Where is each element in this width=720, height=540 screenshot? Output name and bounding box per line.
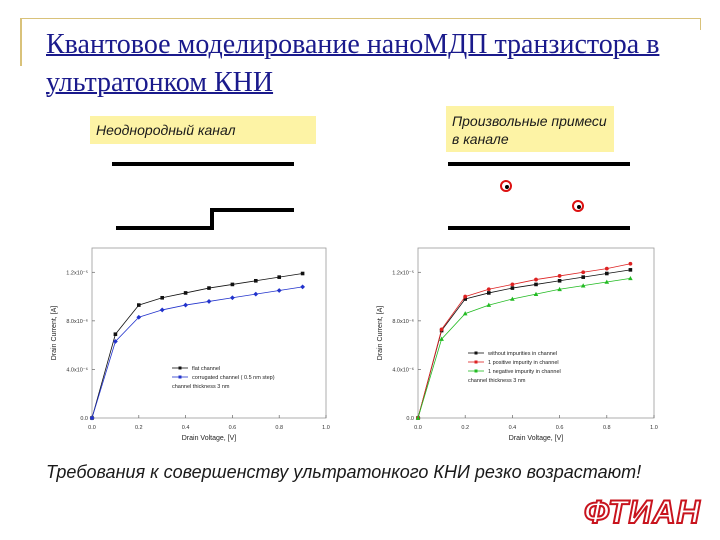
- x-tick-label: 0.2: [461, 425, 470, 431]
- y-tick-label: 0.0: [80, 416, 88, 422]
- chart-right: [370, 240, 670, 450]
- plot-frame: [92, 248, 326, 418]
- legend-entry: 1 positive impurity in channel: [488, 360, 559, 366]
- y-tick-label: 1.2x10⁻⁵: [392, 270, 414, 277]
- x-tick-label: 0.0: [414, 425, 422, 431]
- legend-marker: [475, 352, 478, 355]
- x-tick-label: 0.2: [134, 425, 143, 431]
- channel-bottom-step-low: [116, 226, 214, 230]
- channel-bottom-step-high: [210, 208, 294, 212]
- x-tick-label: 0.6: [555, 425, 564, 431]
- channel-bottom-boundary-right: [448, 226, 630, 230]
- data-point: [534, 278, 538, 282]
- y-tick-label: 0.0: [406, 416, 414, 422]
- x-tick-label: 0.4: [181, 425, 190, 431]
- data-point: [511, 286, 515, 290]
- data-point: [277, 275, 281, 279]
- frame-left-line: [20, 18, 22, 66]
- legend-marker: [179, 367, 182, 370]
- x-tick-label: 1.0: [322, 425, 330, 431]
- data-point: [137, 303, 141, 307]
- data-point: [558, 274, 562, 278]
- series-line: [418, 264, 630, 418]
- data-point: [487, 291, 491, 295]
- data-point: [605, 267, 609, 271]
- data-point: [183, 303, 188, 308]
- data-point: [463, 295, 467, 299]
- slide-title: Квантовое моделирование наноМДП транзистора в ультратонком КНИ: [46, 29, 660, 98]
- y-tick-label: 4.0x10⁻⁶: [392, 367, 414, 374]
- legend-entry: 1 negative impurity in channel: [488, 369, 561, 375]
- series-line: [92, 274, 303, 419]
- institute-logo: ФТИАН: [584, 494, 701, 530]
- x-tick-label: 0.6: [228, 425, 237, 431]
- channel-top-boundary-right: [448, 162, 630, 166]
- series-line: [418, 278, 630, 418]
- data-point: [160, 296, 164, 300]
- data-point: [558, 279, 562, 283]
- data-point: [487, 287, 491, 291]
- data-point: [207, 299, 212, 304]
- series-line: [92, 287, 303, 418]
- data-point: [534, 283, 538, 287]
- x-axis-label: Drain Voltage, [V]: [181, 435, 237, 442]
- frame-right-line: [700, 18, 701, 30]
- y-tick-label: 4.0x10⁻⁶: [66, 367, 88, 374]
- y-tick-label: 8.0x10⁻⁶: [66, 318, 88, 325]
- y-axis-label: Drain Current, [A]: [377, 305, 384, 361]
- data-point: [629, 268, 633, 272]
- legend-marker: [475, 361, 478, 364]
- x-tick-label: 0.8: [275, 425, 284, 431]
- legend-entry: without impurities in channel: [488, 351, 558, 357]
- x-tick-label: 0.4: [508, 425, 517, 431]
- x-axis-label: Drain Voltage, [V]: [508, 435, 564, 442]
- impurity-icon: [572, 200, 584, 212]
- data-point: [628, 276, 633, 280]
- legend-entry: flat channel: [192, 366, 221, 372]
- data-point: [231, 283, 235, 287]
- frame-top-line: [20, 18, 700, 19]
- series-line: [418, 270, 630, 418]
- data-point: [301, 272, 305, 276]
- x-tick-label: 0.8: [602, 425, 611, 431]
- data-point: [253, 292, 258, 297]
- data-point: [277, 288, 282, 293]
- x-tick-label: 0.0: [88, 425, 96, 431]
- data-point: [581, 275, 585, 279]
- data-point: [605, 272, 609, 276]
- legend-marker: [475, 370, 478, 373]
- data-point: [184, 291, 188, 295]
- chart-left: [40, 240, 340, 450]
- data-point: [207, 286, 211, 290]
- x-tick-label: 1.0: [650, 425, 658, 431]
- label-random-impurities: Произвольные примеси в канале: [446, 106, 614, 152]
- legend-entry: corrugated channel ( 0.5 nm step): [192, 375, 275, 381]
- data-point: [629, 262, 633, 266]
- channel-top-boundary-left: [112, 162, 294, 166]
- y-tick-label: 1.2x10⁻⁵: [66, 270, 88, 277]
- chart-annotation: channel thickness 3 nm: [172, 384, 230, 390]
- conclusion-text: Требования к совершенству ультратонкого КНИ резко возрастают!: [46, 462, 642, 482]
- data-point: [300, 284, 305, 289]
- impurity-icon: [500, 180, 512, 192]
- y-axis-label: Drain Current, [A]: [51, 305, 58, 361]
- legend-marker: [179, 376, 182, 379]
- data-point: [440, 327, 444, 331]
- data-point: [160, 308, 165, 313]
- data-point: [254, 279, 258, 283]
- label-nonuniform-channel: Неоднородный канал: [90, 116, 316, 144]
- y-tick-label: 8.0x10⁻⁶: [392, 318, 414, 325]
- data-point: [581, 270, 585, 274]
- data-point: [114, 332, 118, 336]
- data-point: [230, 295, 235, 300]
- data-point: [511, 283, 515, 287]
- chart-annotation: channel thickness 3 nm: [468, 378, 526, 384]
- plot-frame: [418, 248, 654, 418]
